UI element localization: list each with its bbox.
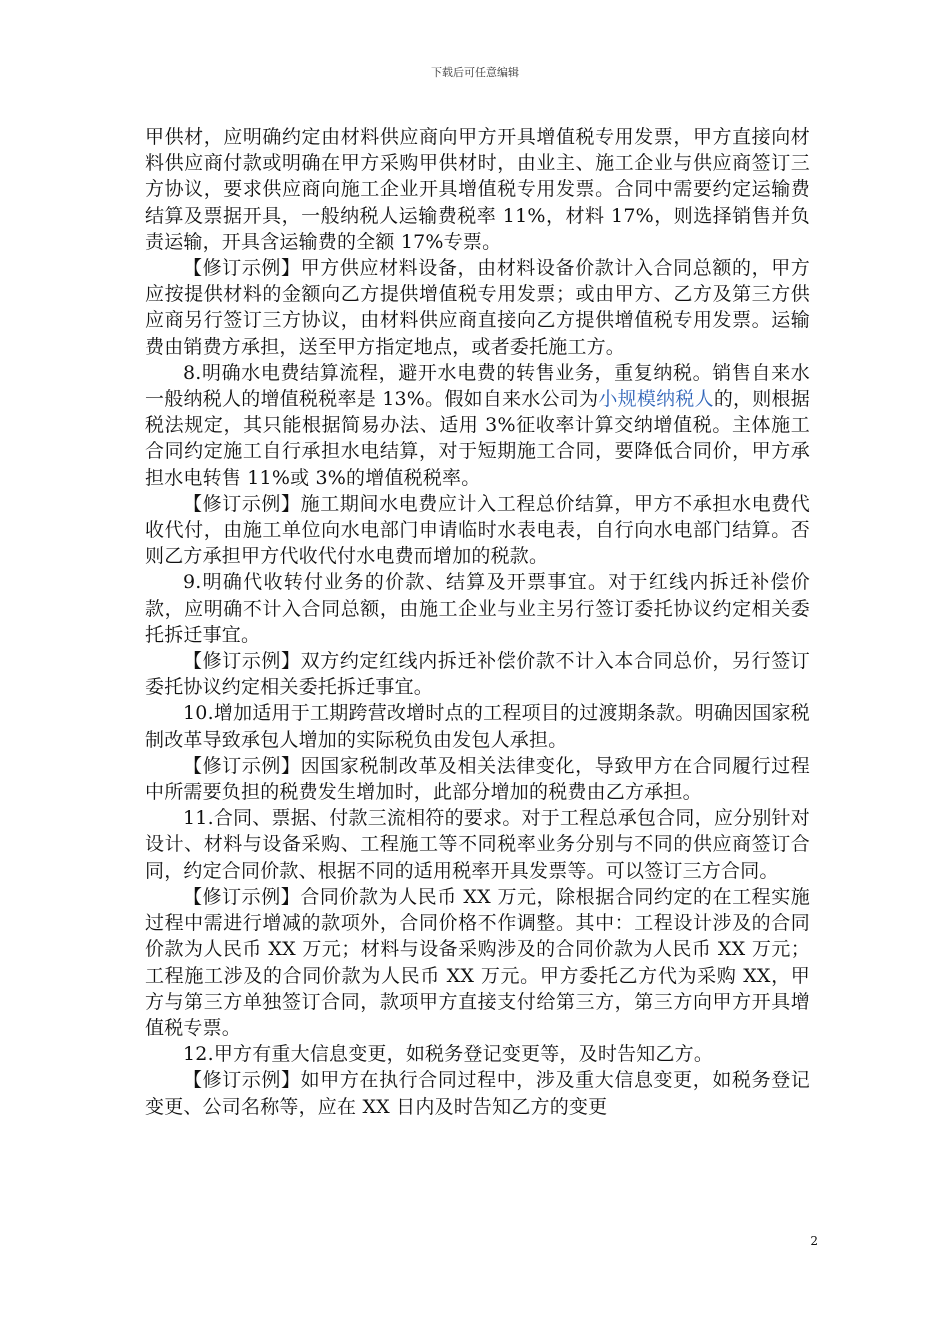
paragraph-revision-example: 【修订示例】如甲方在执行合同过程中，涉及重大信息变更，如税务登记变更、公司名称等，应在 XX 日内及时告知乙方的变更: [145, 1069, 810, 1118]
paragraph-item-8: [145, 360, 810, 491]
paragraph-revision-example: 【修订示例】双方约定红线内拆迁补偿价款不计入本合同总价，另行签订委托协议约定相关委托拆迁事宜。: [145, 650, 810, 699]
header-note: 下载后可任意编辑: [431, 66, 519, 79]
paragraph-continuation: 甲供材，应明确约定由材料供应商向甲方开具增值税专用发票，甲方直接向材料供应商付款或明确在甲方采购甲供材时，由业主、施工企业与供应商签订三方协议，要求供应商向施工企业开具增值税专用发票。合同中需要约定运输费结算及票据开具，一般纳税人运输费税率 11%，材料 17%，则选择销售并负责运输，开具含运输费的全额 17%专票。: [145, 126, 810, 253]
paragraph-item-10: 10.增加适用于工期跨营改增时点的工程项目的过渡期条款。明确因国家税制改革导致承包人增加的实际税负由发包人承担。: [145, 702, 810, 751]
paragraph-item-11: 11.合同、票据、付款三流相符的要求。对于工程总承包合同，应分别针对设计、材料与设备采购、工程施工等不同税率业务分别与不同的供应商签订合同，约定合同价款、根据不同的适用税率开具发票等。可以签订三方合同。: [145, 807, 810, 882]
small-scale-taxpayer-link[interactable]: 小规模纳税人: [598, 388, 714, 411]
paragraph-item-12: 12.甲方有重大信息变更，如税务登记变更等，及时告知乙方。: [183, 1043, 714, 1066]
paragraph-revision-example: 【修订示例】施工期间水电费应计入工程总价结算，甲方不承担水电费代收代付，由施工单位向水电部门申请临时水表电表，自行向水电部门结算。否则乙方承担甲方代收代付水电费而增加的税款。: [145, 492, 810, 568]
paragraph-item-8-text-a: 8.明确水电费结算流程，避开水电费的转售业务，重复纳税。销售自来水一般纳税人的增值税税率是 13%。假如自来水公司为: [145, 361, 810, 411]
paragraph-revision-example: 【修订示例】甲方供应材料设备，由材料设备价款计入合同总额的，甲方应按提供材料的金额向乙方提供增值税专用发票；或由甲方、乙方及第三方供应商另行签订三方协议，由材料供应商直接向乙方提供增值税专用发票。运输费由销费方承担，送至甲方指定地点，或者委托施工方。: [145, 257, 810, 358]
paragraph-item-9: 9.明确代收转付业务的价款、结算及开票事宜。对于红线内拆迁补偿价款，应明确不计入合同总额，由施工企业与业主另行签订委托协议约定相关委托拆迁事宜。: [145, 571, 810, 646]
paragraph-item-8-text-b: 的，则根据税法规定，其只能根据简易办法、适用 3%征收率计算交纳增值税。主体施工合同约定施工自行承担水电结算，对于短期施工合同，要降低合同价，甲方承担水电转售 11%或 3%的增值税税率。: [145, 388, 810, 489]
paragraph-revision-example: 【修订示例】合同价款为人民币 XX 万元，除根据合同约定的在工程实施过程中需进行增减的款项外，合同价格不作调整。其中：工程设计涉及的合同价款为人民币 XX 万元；材料与设备采购涉及的合同价款为人民币 XX 万元；工程施工涉及的合同价款为人民币 XX 万元。甲方委托乙方代为采购 XX，甲方与第三方单独签订合同，款项甲方直接支付给第三方，第三方向甲方开具增值税专票。: [145, 885, 810, 1039]
page-number: 2: [810, 1234, 818, 1248]
document-body: [145, 124, 810, 1120]
paragraph-revision-example: 【修订示例】因国家税制改革及相关法律变化，导致甲方在合同履行过程中所需要负担的税费发生增加时，此部分增加的税费由乙方承担。: [145, 754, 810, 804]
